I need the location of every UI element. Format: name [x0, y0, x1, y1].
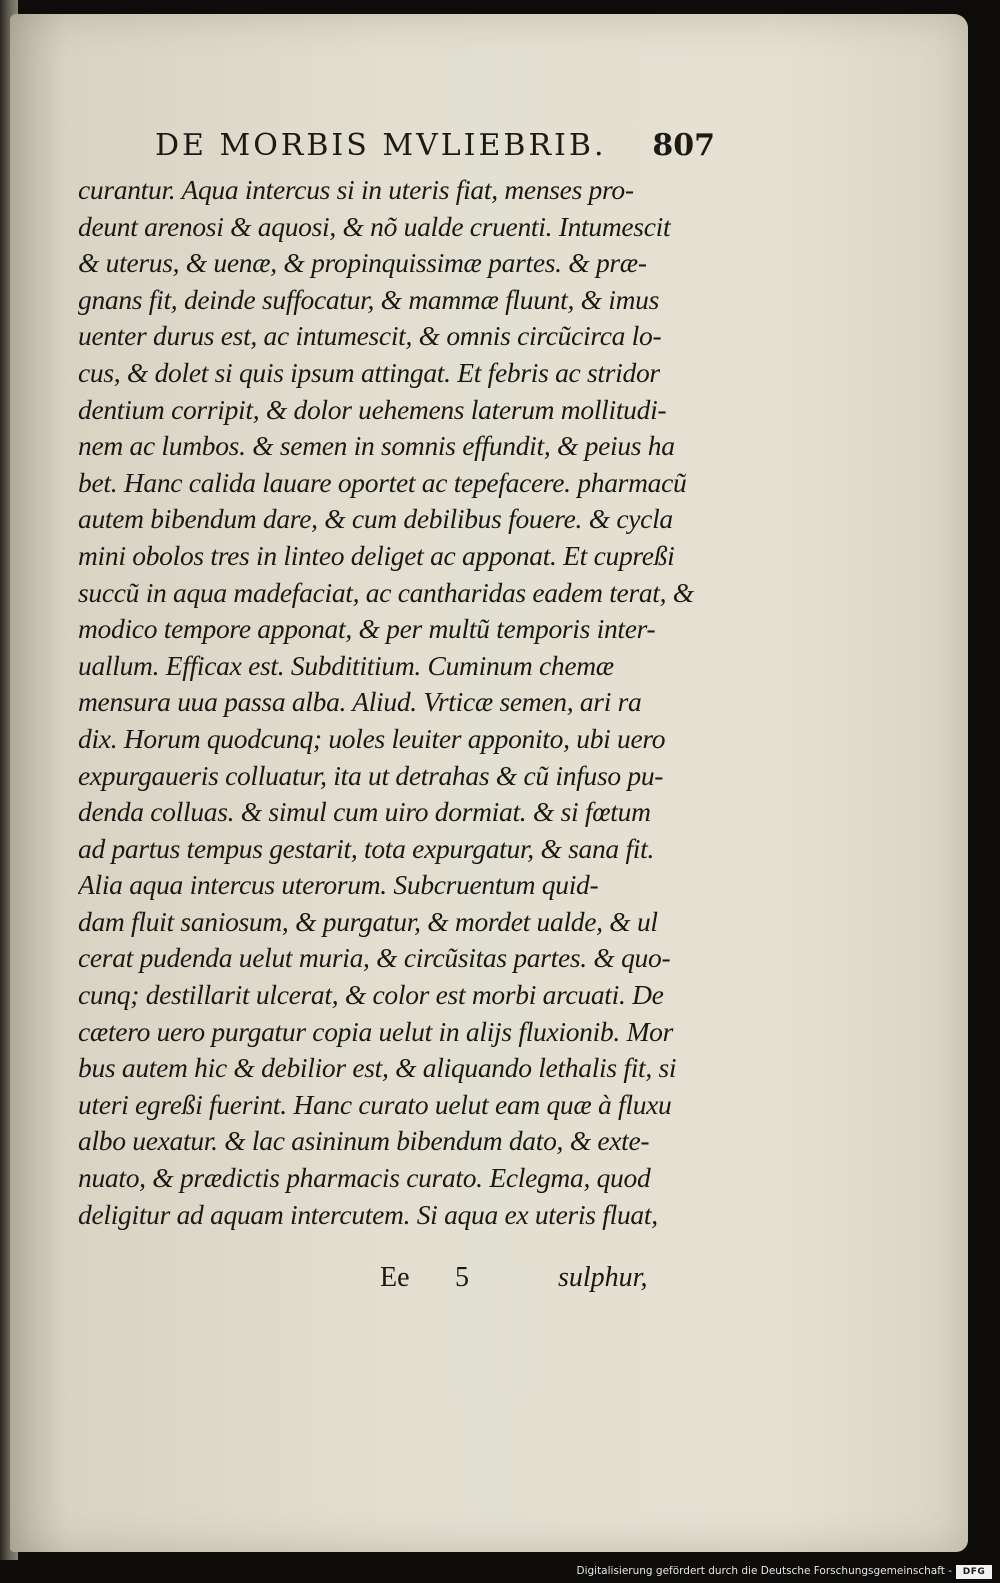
text-line: dix. Horum quodcunq; uoles leuiter apponito, ubi uero	[78, 722, 666, 754]
text-line: & uterus, & uenæ, & propinquissimæ partes. & præ-	[78, 247, 647, 279]
text-line: autem bibendum dare, & cum debilibus fouere. & cycla	[78, 503, 673, 535]
text-line: bet. Hanc calida lauare oportet ac tepefacere. pharmacũ	[78, 466, 687, 498]
text-line: ad partus tempus gestarit, tota expurgatur, & sana fit.	[78, 832, 655, 864]
text-line: Alia aqua intercus uterorum. Subcruentum quid-	[78, 869, 599, 901]
text-line: uallum. Efficax est. Subdititium. Cuminum chemæ	[78, 649, 614, 681]
text-line: denda colluas. & simul cum uiro dormiat. & si fœtum	[78, 796, 651, 828]
text-line: succũ in aqua madefaciat, ac cantharidas eadem terat, &	[78, 576, 694, 608]
body-text	[78, 172, 710, 1272]
page-header	[155, 128, 715, 168]
text-line: dentium corripit, & dolor uehemens laterum mollitudi-	[78, 393, 667, 425]
text-line: albo uexatur. & lac asininum bibendum dato, & exte-	[78, 1125, 650, 1157]
dfg-logo: DFG	[956, 1565, 992, 1579]
page-footer	[380, 1262, 680, 1302]
signature-mark: Ee	[380, 1262, 410, 1293]
text-line: nem ac lumbos. & semen in somnis effundit, & peius ha	[78, 430, 675, 462]
page-number: 807	[652, 128, 715, 163]
text-line: cætero uero purgatur copia uelut in alijs fluxionib. Mor	[78, 1015, 674, 1047]
text-line: cunq; destillarit ulcerat, & color est morbi arcuati. De	[78, 979, 664, 1011]
catchword: sulphur,	[558, 1262, 648, 1293]
credit-bar	[0, 1562, 1000, 1583]
text-line: uteri egreßi fuerint. Hanc curato uelut eam quæ à fluxu	[78, 1088, 672, 1120]
text-line: mini obolos tres in linteo deliget ac apponat. Et cupreßi	[78, 539, 675, 571]
signature-number: 5	[455, 1262, 469, 1293]
text-line: uenter durus est, ac intumescit, & omnis circũcirca lo-	[78, 320, 662, 352]
credit-text: Digitalisierung gefördert durch die Deutsche Forschungsgemeinschaft -	[576, 1565, 952, 1577]
text-line: expurgaueris colluatur, ita ut detrahas & cũ infuso pu-	[78, 759, 664, 791]
running-title: DE MORBIS MVLIEBRIB.	[155, 128, 607, 163]
text-line: gnans fit, deinde suffocatur, & mammæ fluunt, & imus	[78, 283, 660, 315]
text-line: bus autem hic & debilior est, & aliquando lethalis fit, si	[78, 1052, 677, 1084]
text-line: cerat pudenda uelut muria, & circũsitas partes. & quo-	[78, 942, 671, 974]
text-line: deunt arenosi & aquosi, & nõ ualde cruenti. Intumescit	[78, 210, 671, 242]
text-line: cus, & dolet si quis ipsum attingat. Et febris ac stridor	[78, 356, 660, 388]
text-line: curantur. Aqua intercus si in uteris fiat, menses pro-	[78, 174, 634, 205]
text-line: dam fluit saniosum, & purgatur, & mordet ualde, & ul	[78, 905, 658, 937]
text-line: modico tempore apponat, & per multũ temporis inter-	[78, 613, 656, 645]
text-line: mensura uua passa alba. Aliud. Vrticæ semen, ari ra	[78, 686, 642, 718]
text-line: deligitur ad aquam intercutem. Si aqua ex uteris fluat,	[78, 1198, 658, 1230]
text-line: nuato, & prædictis pharmacis curato. Eclegma, quod	[78, 1162, 651, 1194]
